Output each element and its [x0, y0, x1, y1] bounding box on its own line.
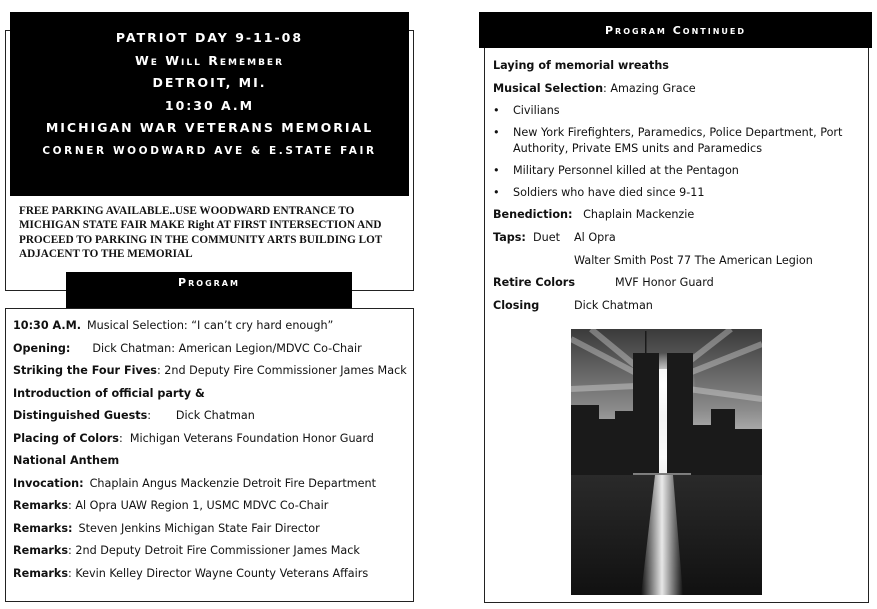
program-title-bar	[66, 272, 352, 308]
program-item-label: 10:30 A.M.	[13, 319, 82, 332]
event-subtitle: We Will Remember	[134, 52, 285, 68]
list-item: • Soldiers who have died since 9-11	[493, 186, 705, 200]
program-item	[13, 495, 413, 518]
program-item-text: : 2nd Deputy Fire Commissioner James Mack	[156, 364, 407, 377]
taps-duet: Duet	[533, 231, 560, 245]
closing-label: Closing	[493, 299, 540, 313]
program-item	[13, 563, 413, 586]
program-title: Program	[178, 276, 240, 289]
list-item: • Military Personnel killed at the Pentagon	[493, 164, 739, 178]
taps-label: Taps:	[493, 231, 526, 245]
program-item	[13, 518, 413, 541]
program-item-text: : Al Opra UAW Region 1, USMC MDVC Co-Chair	[68, 499, 329, 512]
program-item-label: Invocation:	[13, 476, 84, 490]
program-item-text: Dick Chatman: American Legion/MDVC Co-Chair	[92, 341, 362, 355]
program-item	[13, 338, 413, 361]
program-item-text: Musical Selection: “I can’t cry hard enough”	[87, 319, 334, 332]
program-item	[13, 428, 413, 451]
program-item-label: National Anthem	[13, 454, 120, 467]
benediction-label: Benediction:	[493, 208, 573, 222]
program-item-text: : Kevin Kelley Director Wayne County Veterans Affairs	[68, 566, 369, 580]
program-item-label: Remarks	[13, 566, 69, 580]
program-continued-title: Program Continued	[604, 24, 747, 37]
program-item-label: Remarks	[13, 499, 69, 512]
program-item-label: Remarks	[13, 544, 69, 557]
list-item: • Civilians	[493, 104, 560, 118]
program-item-label: Striking the Four Fives	[13, 364, 157, 377]
event-city: DETROIT, MI.	[152, 75, 267, 90]
musical-label: Musical Selection	[493, 81, 604, 95]
closing-text: Dick Chatman	[574, 299, 653, 313]
program-list	[13, 315, 413, 585]
twin-towers-photo	[571, 329, 762, 595]
program-item-text: : Michigan Veterans Foundation Honor Guard	[118, 431, 374, 445]
taps-name: Walter Smith Post 77 The American Legion	[574, 253, 813, 267]
program-item-label: Opening:	[13, 341, 71, 355]
program-item	[13, 315, 413, 338]
event-header	[10, 12, 409, 196]
benediction-text: Chaplain Mackenzie	[583, 208, 695, 222]
program-item-text: : Dick Chatman	[147, 409, 255, 422]
program-item-text: Steven Jenkins Michigan State Fair Director	[78, 521, 320, 535]
list-item: • New York Firefighters, Paramedics, Police Department, Port Authority, Private EMS units and Paramedics	[493, 126, 843, 156]
program-item	[13, 405, 413, 428]
event-title: PATRIOT DAY 9-11-08	[115, 30, 304, 45]
program-item-text: : 2nd Deputy Detroit Fire Commissioner James Mack	[68, 544, 360, 557]
program-item	[13, 540, 413, 563]
program-item-label: Remarks:	[13, 521, 73, 535]
taps-name: Al Opra	[574, 231, 616, 245]
event-address: CORNER WOODWARD AVE & E.STATE FAIR	[42, 144, 377, 157]
program-item-label: Placing of Colors	[13, 431, 119, 445]
event-time: 10:30 A.M	[164, 97, 255, 113]
program-item-text: Chaplain Angus Mackenzie Detroit Fire Department	[89, 476, 376, 490]
program-continued-title-bar	[479, 12, 872, 48]
parking-note: FREE PARKING AVAILABLE..USE WOODWARD ENTRANCE TO MICHIGAN STATE FAIR MAKE Right AT FIRST INTERSECTION AND PROCEED TO PARKING IN THE COMMUNITY ARTS BUILDING LOT ADJACENT TO THE MEMORIAL	[19, 205, 383, 260]
event-venue: MICHIGAN WAR VETERANS MEMORIAL	[45, 120, 374, 135]
program-continued-list	[493, 55, 863, 318]
program-item	[13, 450, 413, 473]
wreaths-label: Laying of memorial wreaths	[493, 59, 669, 72]
program-item	[13, 360, 413, 383]
program-item	[13, 473, 413, 496]
program-item-label: Introduction of official party &	[13, 386, 205, 400]
retire-label: Retire Colors	[493, 276, 575, 290]
program-item	[13, 383, 413, 406]
retire-text: MVF Honor Guard	[615, 276, 714, 290]
musical-text: : Amazing Grace	[603, 81, 696, 95]
program-item-label: Distinguished Guests	[13, 409, 148, 422]
